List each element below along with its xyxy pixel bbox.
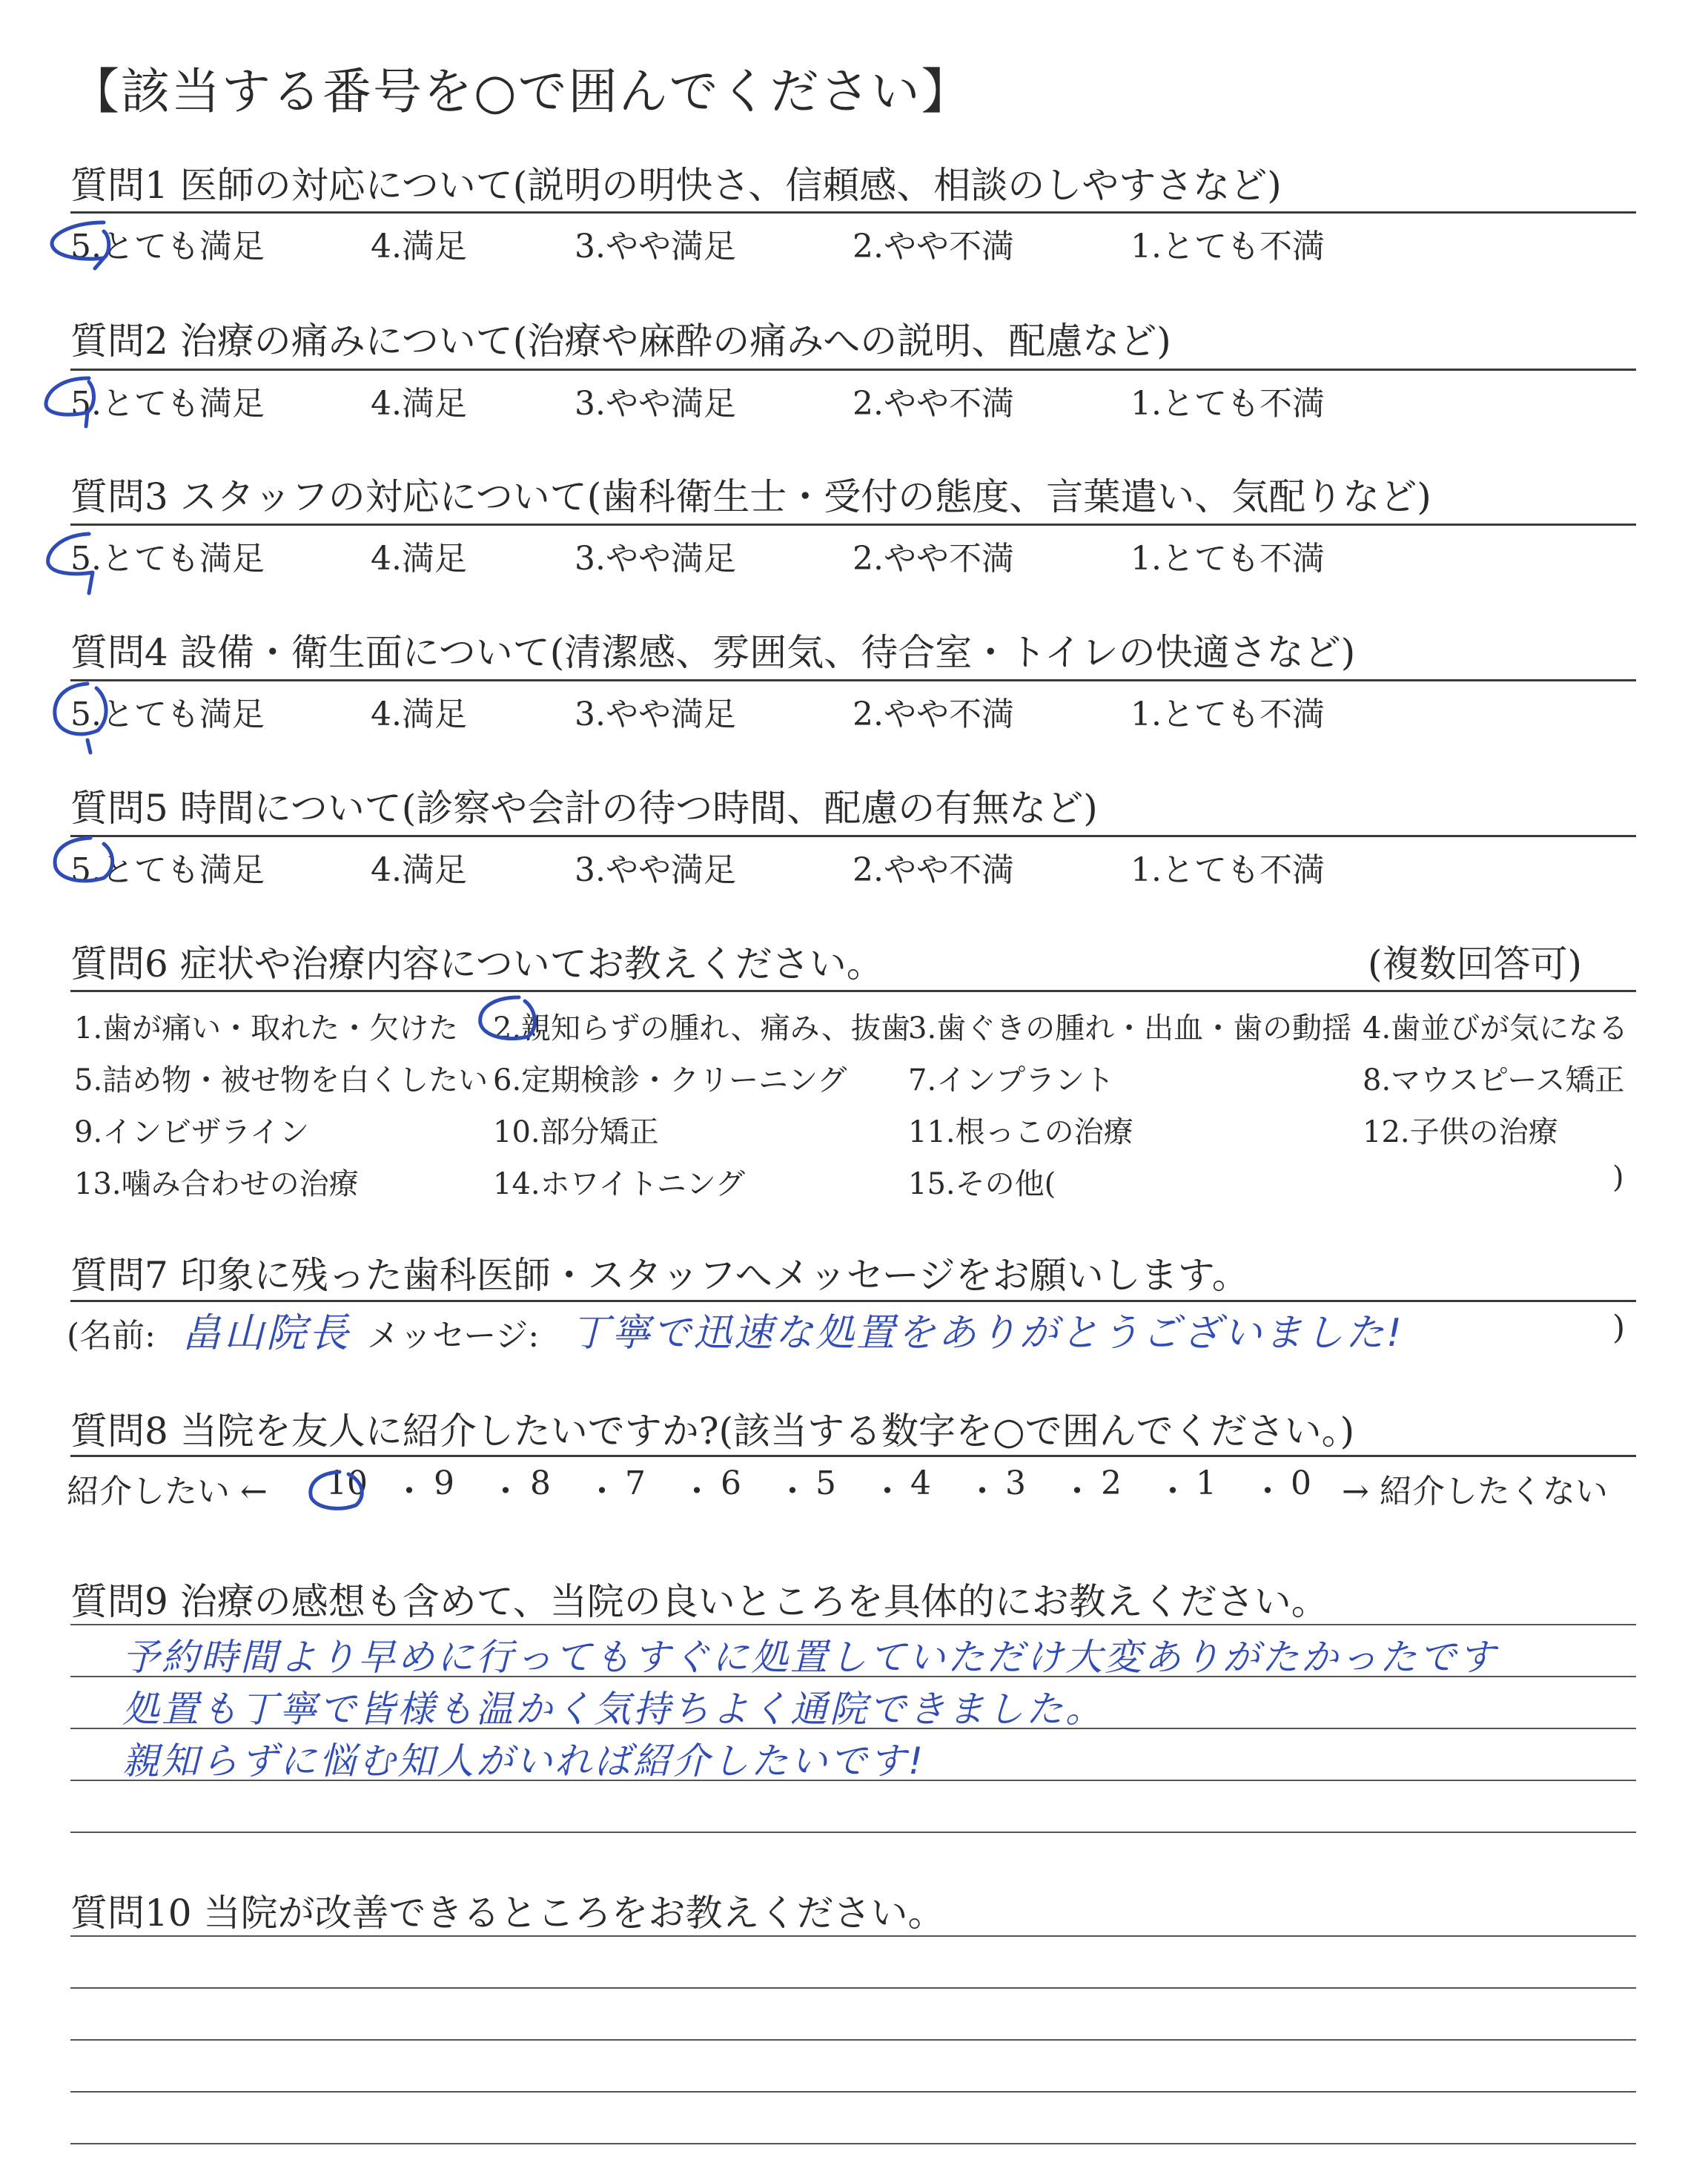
q6-rule bbox=[70, 990, 1636, 992]
q5-rule bbox=[70, 835, 1636, 837]
q2-title: 質問2 治療の痛みについて(治療や麻酔の痛みへの説明、配慮など) bbox=[70, 320, 1171, 363]
q6-option-10[interactable]: 10.部分矯正 bbox=[493, 1115, 659, 1149]
q4-option-1[interactable]: 1.とても不満 bbox=[1131, 696, 1325, 733]
q8-sep: ・ bbox=[489, 1473, 522, 1510]
q5-option-1[interactable]: 1.とても不満 bbox=[1131, 851, 1325, 889]
q2-option-2[interactable]: 2.やや不満 bbox=[853, 385, 1014, 423]
q1-option-4[interactable]: 4.満足 bbox=[371, 228, 467, 265]
q10-line bbox=[70, 1935, 1636, 1937]
q8-score-10[interactable]: 10 bbox=[326, 1464, 368, 1502]
q6-option-8[interactable]: 8.マウスピース矯正 bbox=[1363, 1063, 1625, 1097]
q6-option-3[interactable]: 3.歯ぐきの腫れ・出血・歯の動揺 bbox=[908, 1011, 1352, 1046]
q6-option-9[interactable]: 9.インビザライン bbox=[74, 1115, 309, 1149]
q1-option-2[interactable]: 2.やや不満 bbox=[853, 228, 1014, 265]
q8-score-1[interactable]: 1 bbox=[1196, 1464, 1217, 1502]
q8-sep: ・ bbox=[1061, 1473, 1093, 1510]
q8-score-3[interactable]: 3 bbox=[1005, 1464, 1026, 1502]
q9-answer-line-2[interactable]: 処置も丁寧で皆様も温かく気持ちよく通院できました。 bbox=[122, 1688, 1105, 1731]
q5-option-4[interactable]: 4.満足 bbox=[371, 851, 467, 889]
q3-option-4[interactable]: 4.満足 bbox=[371, 540, 467, 578]
q6-option-4[interactable]: 4.歯並びが気になる bbox=[1363, 1011, 1629, 1046]
q3-option-3[interactable]: 3.やや満足 bbox=[575, 540, 736, 578]
q1-option-3[interactable]: 3.やや満足 bbox=[575, 228, 736, 265]
q3-title: 質問3 スタッフの対応について(歯科衛生士・受付の態度、言葉遣い、気配りなど) bbox=[70, 475, 1431, 518]
q8-sep: ・ bbox=[966, 1473, 999, 1510]
q4-rule bbox=[70, 679, 1636, 681]
q6-option-6[interactable]: 6.定期検診・クリーニング bbox=[493, 1063, 847, 1097]
q8-left-label: 紹介したい ← bbox=[67, 1473, 268, 1510]
q10-line bbox=[70, 2143, 1636, 2144]
q6-option-5[interactable]: 5.詰め物・被せ物を白くしたい bbox=[74, 1063, 489, 1097]
q5-option-3[interactable]: 3.やや満足 bbox=[575, 851, 736, 889]
q10-line bbox=[70, 2091, 1636, 2093]
q2-option-4[interactable]: 4.満足 bbox=[371, 385, 467, 423]
q8-score-0[interactable]: 0 bbox=[1291, 1464, 1311, 1502]
q5-title: 質問5 時間について(診察や会計の待つ時間、配慮の有無など) bbox=[70, 787, 1098, 830]
q8-score-4[interactable]: 4 bbox=[910, 1464, 931, 1502]
q4-option-5[interactable]: 5.とても満足 bbox=[70, 696, 265, 733]
q2-rule bbox=[70, 369, 1636, 371]
q9-title: 質問9 治療の感想も含めて、当院の良いところを具体的にお教えください。 bbox=[70, 1580, 1328, 1623]
q7-name-handwritten[interactable]: 畠山院長 bbox=[182, 1309, 351, 1356]
q6-option-14[interactable]: 14.ホワイトニング bbox=[493, 1167, 746, 1201]
q5-option-2[interactable]: 2.やや不満 bbox=[853, 851, 1014, 889]
q6-option-1[interactable]: 1.歯が痛い・取れた・欠けた bbox=[74, 1011, 459, 1046]
q8-sep: ・ bbox=[871, 1473, 904, 1510]
q10-title: 質問10 当院が改善できるところをお教えください。 bbox=[70, 1892, 945, 1935]
q6-option-11[interactable]: 11.根っこの治療 bbox=[908, 1115, 1133, 1149]
q1-title: 質問1 医師の対応について(説明の明快さ、信頼感、相談のしやすさなど) bbox=[70, 164, 1282, 207]
q8-score-5[interactable]: 5 bbox=[815, 1464, 836, 1502]
q8-rule bbox=[70, 1455, 1636, 1457]
q9-answer-line-1[interactable]: 予約時間より早めに行ってもすぐに処置していただけ大変ありがたかったです bbox=[122, 1636, 1497, 1679]
q8-sep: ・ bbox=[586, 1473, 618, 1510]
q3-rule bbox=[70, 524, 1636, 526]
q8-score-9[interactable]: 9 bbox=[434, 1464, 454, 1502]
q8-sep: ・ bbox=[776, 1473, 809, 1510]
q9-line bbox=[70, 1624, 1636, 1625]
q6-other-close-paren: ) bbox=[1612, 1160, 1624, 1195]
q6-option-12[interactable]: 12.子供の治療 bbox=[1363, 1115, 1558, 1149]
q3-option-1[interactable]: 1.とても不満 bbox=[1131, 540, 1325, 578]
q9-answer-line-3[interactable]: 親知らずに悩む知人がいれば紹介したいです! bbox=[122, 1740, 926, 1783]
q6-option-2[interactable]: 2.親知らずの腫れ、痛み、抜歯 bbox=[493, 1011, 910, 1046]
q6-option-7[interactable]: 7.インプラント bbox=[908, 1063, 1115, 1097]
q6-multiple-note: (複数回答可) bbox=[1368, 942, 1583, 985]
q7-name-label: (名前: bbox=[67, 1317, 156, 1355]
q2-option-3[interactable]: 3.やや満足 bbox=[575, 385, 736, 423]
q6-title: 質問6 症状や治療内容についてお教えください。 bbox=[70, 942, 884, 985]
q8-score-2[interactable]: 2 bbox=[1101, 1464, 1122, 1502]
q9-line bbox=[70, 1832, 1636, 1833]
q1-option-5[interactable]: 5.とても満足 bbox=[70, 228, 265, 265]
q8-sep: ・ bbox=[681, 1473, 713, 1510]
q2-option-1[interactable]: 1.とても不満 bbox=[1131, 385, 1325, 423]
q7-title: 質問7 印象に残った歯科医師・スタッフへメッセージをお願いします。 bbox=[70, 1254, 1249, 1297]
q8-sep: ・ bbox=[1156, 1473, 1189, 1510]
q8-score-6[interactable]: 6 bbox=[721, 1464, 741, 1502]
q1-rule bbox=[70, 211, 1636, 214]
q8-score-8[interactable]: 8 bbox=[530, 1464, 551, 1502]
q4-option-2[interactable]: 2.やや不満 bbox=[853, 696, 1014, 733]
q3-option-2[interactable]: 2.やや不満 bbox=[853, 540, 1014, 578]
q10-line bbox=[70, 2039, 1636, 2041]
q8-sep: ・ bbox=[393, 1473, 426, 1510]
q4-option-3[interactable]: 3.やや満足 bbox=[575, 696, 736, 733]
q8-score-7[interactable]: 7 bbox=[625, 1464, 646, 1502]
q2-option-5[interactable]: 5.とても満足 bbox=[70, 385, 265, 423]
q4-title: 質問4 設備・衛生面について(清潔感、雰囲気、待合室・トイレの快適さなど) bbox=[70, 631, 1356, 674]
q8-title: 質問8 当院を友人に紹介したいですか?(該当する数字を○で囲んでください。) bbox=[70, 1410, 1355, 1453]
form-heading: 【該当する番号を○で囲んでください】 bbox=[70, 63, 972, 120]
q8-right-label: → 紹介したくない bbox=[1342, 1473, 1608, 1510]
q7-message-handwritten[interactable]: 丁寧で迅速な処置をありがとうございました! bbox=[571, 1311, 1404, 1355]
q4-option-4[interactable]: 4.満足 bbox=[371, 696, 467, 733]
q1-option-1[interactable]: 1.とても不満 bbox=[1131, 228, 1325, 265]
q7-close-paren: ) bbox=[1612, 1309, 1626, 1347]
q6-option-15[interactable]: 15.その他( bbox=[908, 1167, 1056, 1201]
q7-message-label: メッセージ: bbox=[367, 1317, 540, 1355]
q5-option-5[interactable]: 5.とても満足 bbox=[70, 851, 265, 889]
q6-option-13[interactable]: 13.噛み合わせの治療 bbox=[74, 1167, 359, 1201]
q8-sep: ・ bbox=[1251, 1473, 1284, 1510]
q3-option-5[interactable]: 5.とても満足 bbox=[70, 540, 265, 578]
q10-line bbox=[70, 1987, 1636, 1989]
